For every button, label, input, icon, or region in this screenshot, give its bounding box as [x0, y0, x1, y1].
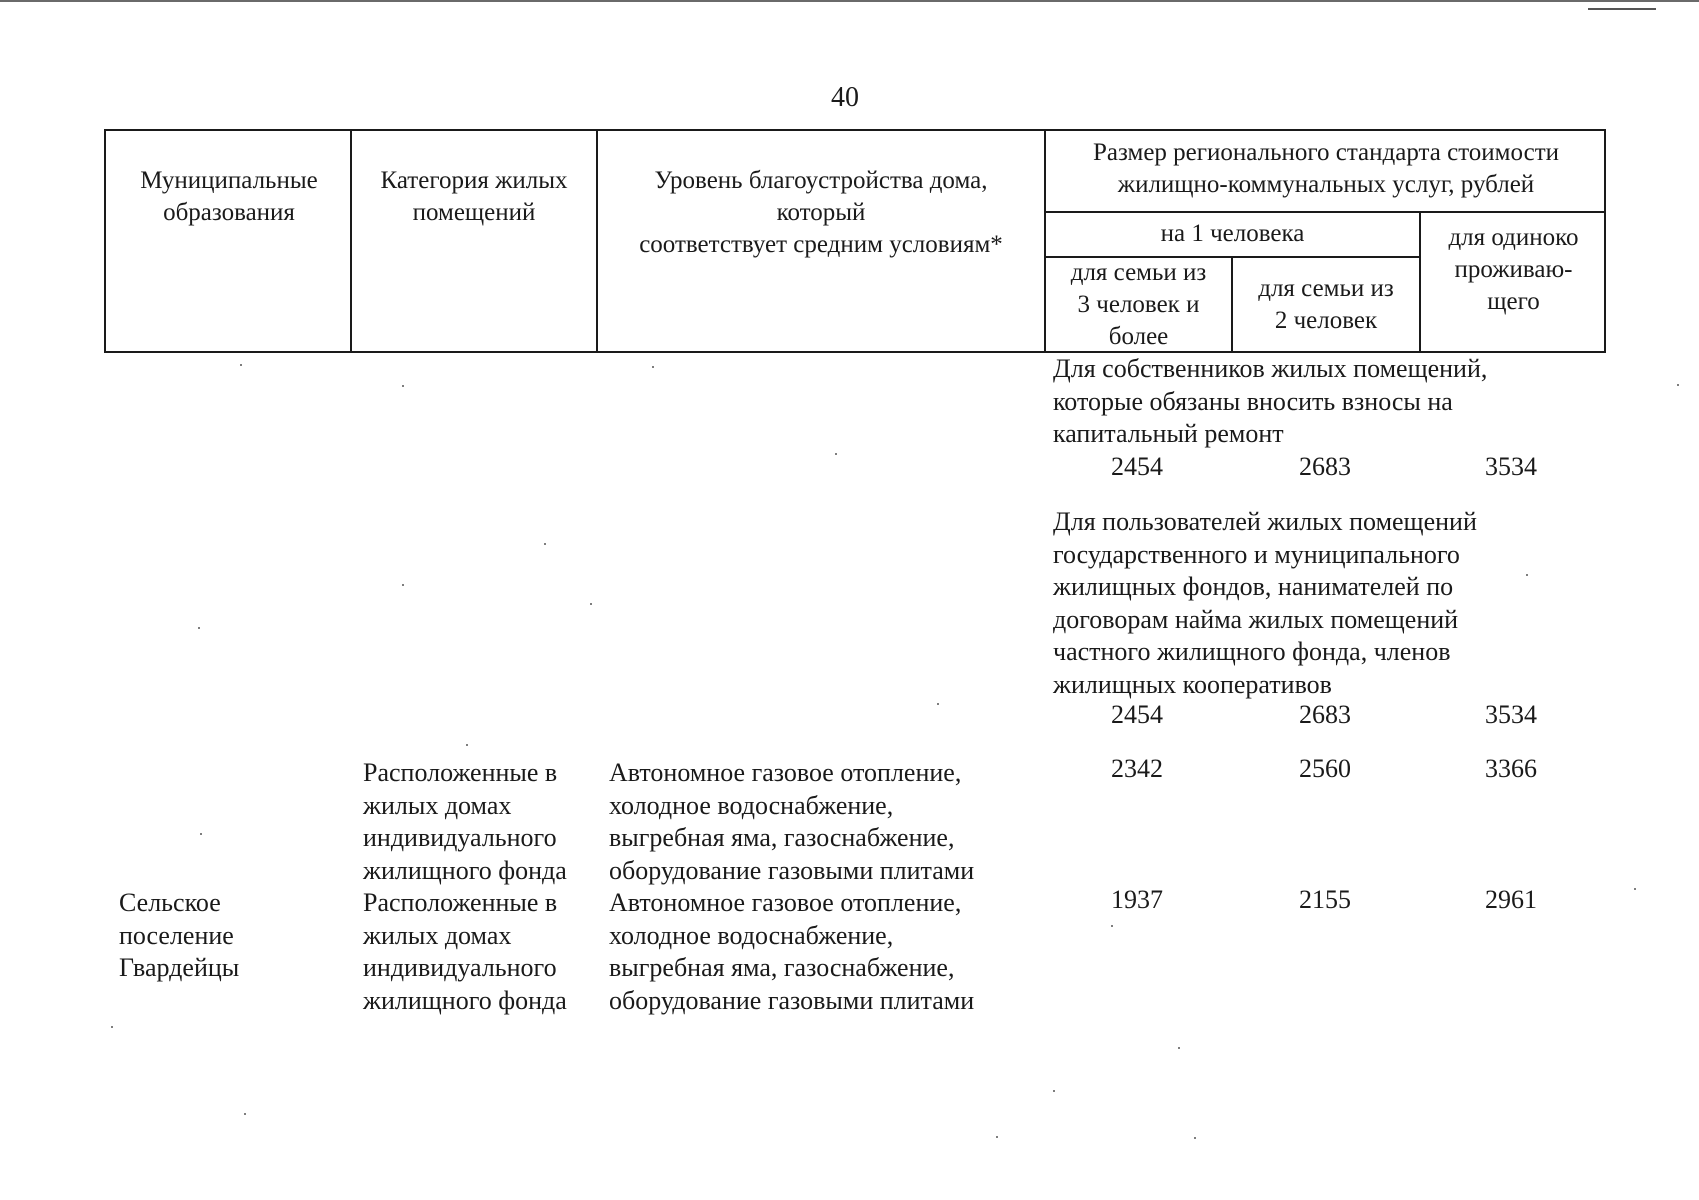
- header-family2: [1235, 273, 1417, 337]
- section-owners-line: которые обязаны вносить взносы на: [1053, 386, 1453, 416]
- row2-level-line: выгребная яма, газоснабжение,: [609, 953, 955, 982]
- scan-speck: [590, 603, 592, 605]
- scan-speck: [835, 453, 837, 455]
- row2-municipality-line: поселение: [119, 920, 234, 950]
- page-top-edge: [0, 0, 1699, 2]
- scan-speck: [240, 364, 242, 366]
- scan-speck: [402, 584, 404, 586]
- row1-category-line: индивидуального: [363, 823, 557, 852]
- header-level-line: который: [776, 199, 866, 226]
- header-level: [600, 165, 1042, 261]
- header-single-line: для одиноко: [1448, 224, 1579, 251]
- header-level-line: Уровень благоустройства дома,: [654, 167, 988, 194]
- row2-category-line: Расположенные в: [363, 888, 558, 917]
- row2-municipality: [119, 887, 239, 985]
- row2-value-single: 2961: [1485, 885, 1537, 914]
- header-divider: [350, 131, 352, 351]
- header-size: [1048, 137, 1604, 201]
- scan-speck: [111, 1026, 113, 1028]
- header-family3: [1048, 257, 1229, 353]
- scan-speck: [198, 627, 200, 629]
- owners-value-family3: 2454: [1111, 452, 1163, 481]
- row1-category: [363, 757, 567, 887]
- scan-speck: [1178, 1047, 1180, 1049]
- scan-speck: [1194, 1137, 1196, 1139]
- corner-mark: [1588, 8, 1656, 10]
- section-users-line: жилищных кооперативов: [1053, 669, 1332, 699]
- row2-municipality-line: Сельское: [119, 888, 221, 917]
- section-owners-text: [1053, 353, 1487, 451]
- scan-speck: [1677, 384, 1679, 386]
- users-value-family2: 2683: [1299, 700, 1351, 729]
- row1-level-line: холодное водоснабжение,: [609, 790, 894, 820]
- row1-value-family3: 2342: [1111, 754, 1163, 783]
- owners-value-single: 3534: [1485, 452, 1537, 481]
- header-level-line: соответствует средним условиям*: [639, 231, 1003, 258]
- page-number: 40: [831, 82, 859, 113]
- scan-speck: [466, 744, 468, 746]
- row1-level-line: оборудование газовыми плитами: [609, 855, 975, 885]
- row2-value-family3: 1937: [1111, 885, 1163, 914]
- row1-category-line: Расположенные в: [363, 758, 558, 787]
- scan-speck: [652, 366, 654, 368]
- header-divider: [1419, 211, 1421, 351]
- row1-value-single: 3366: [1485, 754, 1537, 783]
- section-users-text: [1053, 506, 1477, 701]
- row1-level-line: Автономное газовое отопление,: [609, 758, 962, 787]
- header-divider: [596, 131, 598, 351]
- header-single-line: щего: [1487, 288, 1540, 315]
- header-divider: [1044, 211, 1604, 213]
- row2-category-line: жилых домах: [363, 920, 512, 950]
- header-size-line: жилищно-коммунальных услуг, рублей: [1117, 171, 1535, 198]
- users-value-single: 3534: [1485, 700, 1537, 729]
- row2-level-line: холодное водоснабжение,: [609, 920, 894, 950]
- section-owners-line: Для собственников жилых помещений,: [1053, 354, 1488, 383]
- header-family3-line: для семьи из: [1070, 259, 1207, 286]
- row1-level-line: выгребная яма, газоснабжение,: [609, 823, 955, 852]
- table-header: [104, 129, 1606, 353]
- scan-speck: [244, 1113, 246, 1115]
- header-category: Категория жилых помещений: [380, 167, 568, 226]
- scan-speck: [1111, 925, 1113, 927]
- scan-speck: [996, 1136, 998, 1138]
- header-family2-line: для семьи из: [1258, 275, 1394, 302]
- section-users-line: частного жилищного фонда, членов: [1053, 637, 1451, 666]
- scan-speck: [1053, 1090, 1055, 1092]
- header-municipal: Муниципальные образования: [140, 167, 318, 226]
- section-users-line: договорам найма жилых помещений: [1053, 604, 1459, 634]
- header-single: [1423, 222, 1604, 318]
- users-value-family3: 2454: [1111, 700, 1163, 729]
- header-single-line: проживаю-: [1454, 256, 1573, 283]
- section-owners-line: капитальный ремонт: [1053, 419, 1284, 448]
- header-family3-line: 3 человек и: [1077, 291, 1200, 318]
- row2-value-family2: 2155: [1299, 885, 1351, 914]
- scan-speck: [1526, 574, 1528, 576]
- scan-speck: [1634, 888, 1636, 890]
- scan-speck: [544, 543, 546, 545]
- scan-speck: [200, 833, 202, 835]
- header-family3-line: более: [1108, 323, 1169, 350]
- header-per-person: на 1 человека: [1160, 220, 1305, 247]
- row2-municipality-line: Гвардейцы: [119, 953, 240, 982]
- row2-category-line: жилищного фонда: [363, 985, 567, 1015]
- row1-category-line: жилищного фонда: [363, 855, 567, 885]
- row2-level: [609, 887, 974, 1017]
- row2-level-line: оборудование газовыми плитами: [609, 985, 975, 1015]
- row1-value-family2: 2560: [1299, 754, 1351, 783]
- owners-value-family2: 2683: [1299, 452, 1351, 481]
- header-family2-line: 2 человек: [1274, 307, 1378, 334]
- row2-level-line: Автономное газовое отопление,: [609, 888, 962, 917]
- row1-category-line: жилых домах: [363, 790, 512, 820]
- header-size-line: Размер регионального стандарта стоимости: [1092, 139, 1560, 166]
- section-users-line: жилищных фондов, нанимателей по: [1053, 572, 1454, 601]
- section-users-line: государственного и муниципального: [1053, 539, 1460, 569]
- scan-speck: [402, 385, 404, 387]
- section-users-line: Для пользователей жилых помещений: [1053, 507, 1477, 536]
- header-divider: [1044, 131, 1046, 351]
- header-divider: [1231, 256, 1233, 351]
- row2-category: [363, 887, 567, 1017]
- row2-category-line: индивидуального: [363, 953, 557, 982]
- row1-level: [609, 757, 974, 887]
- scan-speck: [937, 703, 939, 705]
